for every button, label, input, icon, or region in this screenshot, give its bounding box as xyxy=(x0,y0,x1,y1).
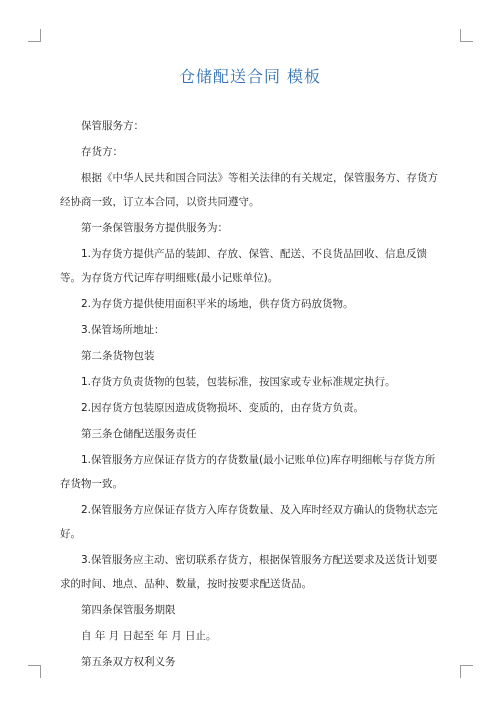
paragraph: 保管服务方： xyxy=(81,120,144,132)
paragraph: 第五条双方权利义务 xyxy=(81,656,176,668)
paragraph: 3.保管服务应主动、密切联系存货方，根据保管服务方配送要求及送货计划要求的时间、地点、品种、数量，按时按要求配送货品。 xyxy=(60,554,438,590)
paragraph: 存货方： xyxy=(81,146,123,158)
paragraph: 自 年 月 日起至 年 月 日止。 xyxy=(81,630,217,642)
crop-mark-top-right xyxy=(460,29,473,42)
crop-mark-top-left xyxy=(28,29,41,42)
paragraph: 3.保管场所地址： xyxy=(81,324,165,336)
document-title: 仓储配送合同 模板 xyxy=(178,67,322,86)
paragraph: 1.存货方负责货物的包装，包装标准，按国家或专业标准规定执行。 xyxy=(81,376,396,388)
paragraph: 第一条保管服务方提供服务为： xyxy=(81,222,228,234)
paragraph: 2.因存货方包装原因造成货物损坏、变质的，由存货方负责。 xyxy=(81,402,365,414)
paragraph: 2.保管服务方应保证存货方入库存货数量、及入库时经双方确认的货物状态完好。 xyxy=(60,504,438,540)
paragraph: 第二条货物包装 xyxy=(81,350,155,362)
paragraph: 第四条保管服务期限 xyxy=(81,604,176,616)
crop-mark-bottom-right xyxy=(460,665,473,678)
paragraph: 1.为存货方提供产品的装卸、存放、保管、配送、不良货品回收、信息反馈等。为存货方代记库存明细账(最小记账单位)。 xyxy=(60,248,428,284)
paragraph: 第三条仓储配送服务责任 xyxy=(81,428,197,440)
paragraph: 根据《中华人民共和国合同法》等相关法律的有关规定，保管服务方、存货方经协商一致，订立本合同，以资共同遵守。 xyxy=(60,172,438,208)
paragraph: 2.为存货方提供使用面积平米的场地，供存货方码放货物。 xyxy=(81,298,354,310)
document-body xyxy=(60,114,444,676)
crop-mark-bottom-left xyxy=(28,665,41,678)
paragraph: 1.保管服务方应保证存货方的存货数量(最小记账单位)库存明细帐与存货方所存货物一致。 xyxy=(60,454,436,490)
